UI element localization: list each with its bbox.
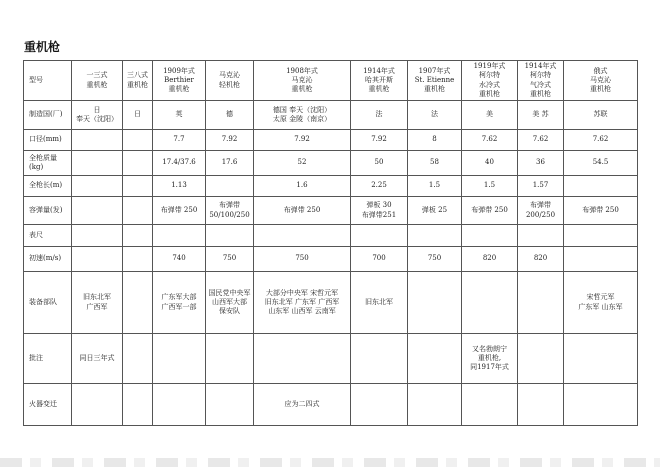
table-cell	[206, 334, 254, 384]
table-cell	[72, 176, 123, 197]
table-cell: 700	[351, 247, 408, 272]
table-cell: 布弹带 250	[153, 197, 206, 225]
table-cell: 17.4/37.6	[153, 151, 206, 176]
row-label: 表尺	[24, 225, 72, 247]
table-cell: 应为二四式	[254, 384, 351, 426]
header-cell: 1909年式 Berthier 重机枪	[153, 61, 206, 101]
table-cell: 日 奉天（沈阳）	[72, 101, 123, 130]
table-cell: 7.92	[206, 130, 254, 151]
scan-artifact	[0, 458, 660, 467]
table-cell	[123, 334, 153, 384]
table-cell	[408, 272, 462, 334]
table-cell	[206, 176, 254, 197]
header-cell: 一三式 重机枪	[72, 61, 123, 101]
table-cell	[351, 225, 408, 247]
table-cell: 54.5	[564, 151, 638, 176]
table-cell: 1.13	[153, 176, 206, 197]
table-cell: 弹板 30 布弹带251	[351, 197, 408, 225]
header-cell: 1919年式 柯尔特 水冷式 重机枪	[462, 61, 518, 101]
table-cell	[123, 272, 153, 334]
table-row	[24, 247, 638, 272]
table-cell: 布弹带 200/250	[518, 197, 564, 225]
table-cell	[123, 130, 153, 151]
row-label: 全枪质量 (kg)	[24, 151, 72, 176]
table-cell	[564, 384, 638, 426]
row-label: 容弹量(发)	[24, 197, 72, 225]
table-cell: 大部分中央军 宋哲元军 旧东北军 广东军 广西军 山东军 山西军 云南军	[254, 272, 351, 334]
table-cell: 日	[123, 101, 153, 130]
table-row	[24, 176, 638, 197]
table-cell: 布弹带 250	[564, 197, 638, 225]
table-cell	[123, 197, 153, 225]
table-cell: 布弹带 250	[462, 197, 518, 225]
header-cell: 1908年式 马克沁 重机枪	[254, 61, 351, 101]
table-cell: 36	[518, 151, 564, 176]
table-cell: 7.62	[518, 130, 564, 151]
table-cell	[123, 176, 153, 197]
table-cell	[564, 247, 638, 272]
table-cell	[123, 151, 153, 176]
table-row	[24, 384, 638, 426]
table-cell	[518, 384, 564, 426]
row-label: 装备部队	[24, 272, 72, 334]
table-cell	[72, 384, 123, 426]
table-cell: 58	[408, 151, 462, 176]
table-cell: 美 苏	[518, 101, 564, 130]
table-cell	[564, 176, 638, 197]
table-cell	[518, 272, 564, 334]
table-row	[24, 272, 638, 334]
table-cell	[564, 334, 638, 384]
table-cell: 旧东北军 广西军	[72, 272, 123, 334]
table-cell: 7.62	[564, 130, 638, 151]
header-cell: 三八式 重机枪	[123, 61, 153, 101]
table-cell: 1.5	[462, 176, 518, 197]
table-cell: 又名勃朗宁 重机枪, 同1917年式	[462, 334, 518, 384]
table-cell	[123, 225, 153, 247]
table-cell: 旧东北军	[351, 272, 408, 334]
table-row	[24, 334, 638, 384]
table-cell: 弹板 25	[408, 197, 462, 225]
row-label: 批注	[24, 334, 72, 384]
table-cell: 40	[462, 151, 518, 176]
row-label: 火器变迁	[24, 384, 72, 426]
table-cell	[408, 384, 462, 426]
header-cell: 马克沁 轻机枪	[206, 61, 254, 101]
page-title: 重机枪	[24, 40, 61, 54]
table-cell	[206, 384, 254, 426]
header-cell: 1914年式 哈其开斯 重机枪	[351, 61, 408, 101]
table-cell	[72, 151, 123, 176]
row-label: 全枪长(m)	[24, 176, 72, 197]
table-cell: 7.62	[462, 130, 518, 151]
table-cell	[351, 334, 408, 384]
table-cell: 德国 奉天（沈阳） 太原 金陵（南京）	[254, 101, 351, 130]
table-cell: 820	[518, 247, 564, 272]
table-cell: 2.25	[351, 176, 408, 197]
table-cell	[462, 225, 518, 247]
table-cell	[72, 130, 123, 151]
table-cell	[408, 334, 462, 384]
table-cell: 美	[462, 101, 518, 130]
table-header-row	[24, 61, 638, 101]
table-cell: 法	[351, 101, 408, 130]
table-cell	[72, 225, 123, 247]
row-label: 口径(mm)	[24, 130, 72, 151]
table-cell: 50	[351, 151, 408, 176]
header-cell: 俄式 马克沁 重机枪	[564, 61, 638, 101]
table-cell: 布弹带 50/100/250	[206, 197, 254, 225]
table-cell	[153, 384, 206, 426]
table-cell: 1.57	[518, 176, 564, 197]
table-cell: 德	[206, 101, 254, 130]
table-row	[24, 101, 638, 130]
table-cell	[408, 225, 462, 247]
table-cell: 布弹带 250	[254, 197, 351, 225]
table-cell: 国民党中央军 山西军大部 保安队	[206, 272, 254, 334]
table-cell	[518, 334, 564, 384]
table-cell	[254, 334, 351, 384]
table-cell: 740	[153, 247, 206, 272]
row-label: 初速(m/s)	[24, 247, 72, 272]
table-cell	[462, 272, 518, 334]
table-cell	[123, 384, 153, 426]
table-row	[24, 225, 638, 247]
table-cell: 法	[408, 101, 462, 130]
table-cell: 750	[408, 247, 462, 272]
table-cell	[153, 225, 206, 247]
table-cell	[462, 384, 518, 426]
table-row	[24, 151, 638, 176]
table-cell: 7.92	[351, 130, 408, 151]
table-cell	[564, 225, 638, 247]
row-label: 制造国(厂)	[24, 101, 72, 130]
header-cell: 型号	[24, 61, 72, 101]
table-cell	[153, 334, 206, 384]
table-cell: 750	[254, 247, 351, 272]
table-cell: 52	[254, 151, 351, 176]
table-cell: 17.6	[206, 151, 254, 176]
table-cell	[72, 197, 123, 225]
table-cell: 8	[408, 130, 462, 151]
table-cell	[254, 225, 351, 247]
table-cell: 7.92	[254, 130, 351, 151]
table-cell	[72, 247, 123, 272]
table-row	[24, 130, 638, 151]
table-cell	[518, 225, 564, 247]
table-row	[24, 197, 638, 225]
table-cell: 7.7	[153, 130, 206, 151]
table-cell: 1.5	[408, 176, 462, 197]
table-cell: 820	[462, 247, 518, 272]
table-cell: 英	[153, 101, 206, 130]
table-cell	[351, 384, 408, 426]
header-cell: 1914年式 柯尔特 气冷式 重机枪	[518, 61, 564, 101]
table-cell	[206, 225, 254, 247]
table-cell: 1.6	[254, 176, 351, 197]
table-cell: 宋哲元军 广东军 山东军	[564, 272, 638, 334]
table-cell: 同日三年式	[72, 334, 123, 384]
machine-gun-spec-table	[23, 60, 638, 426]
header-cell: 1907年式 St. Etienne 重机枪	[408, 61, 462, 101]
table-cell	[123, 247, 153, 272]
table-cell: 苏联	[564, 101, 638, 130]
table-cell: 广东军大部 广西军一部	[153, 272, 206, 334]
table-cell: 750	[206, 247, 254, 272]
